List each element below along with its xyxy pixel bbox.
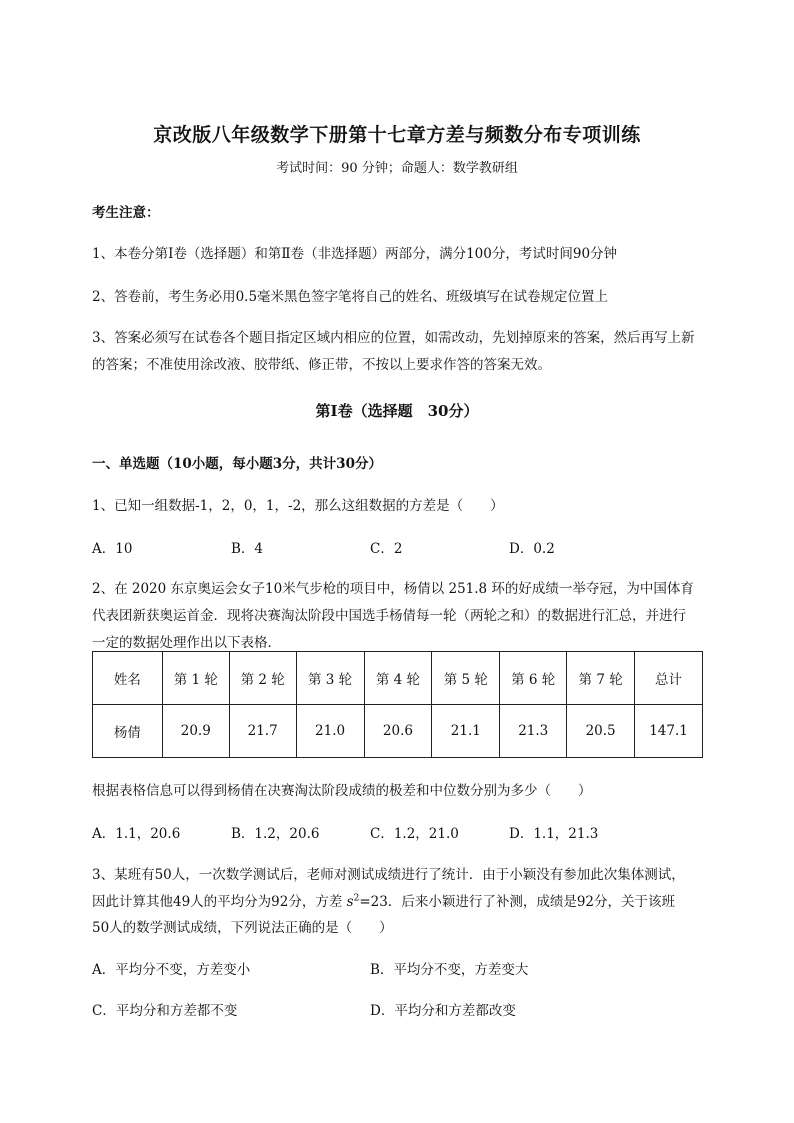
q2-option-b[interactable]: B．1.2，20.6 xyxy=(231,826,320,842)
q2-option-d[interactable]: D．1.1，21.3 xyxy=(509,826,599,842)
q1-option-a[interactable]: A．10 xyxy=(92,541,133,557)
q3-option-b[interactable]: B．平均分不变，方差变大 xyxy=(370,962,529,978)
table-header-cell: 总计 xyxy=(635,652,703,705)
score-table xyxy=(92,651,703,758)
page-title: 京改版八年级数学下册第十七章方差与频数分布专项训练 xyxy=(153,124,641,146)
table-header-row xyxy=(93,652,703,705)
q3-text-part: 因此计算其他49人的平均分为92分，方差 xyxy=(92,894,347,910)
question-3-text: 50人的数学测试成绩，下列说法正确的是（ ） xyxy=(92,920,393,936)
notice-item: 1、本卷分第Ⅰ卷（选择题）和第Ⅱ卷（非选择题）两部分，满分100分，考试时间90分钟 xyxy=(92,246,618,262)
part-heading: 一、单选题（10小题，每小题3分，共计30分） xyxy=(92,456,382,472)
q3-text-part: =23．后来小颖进行了补测，成绩是92分，关于该班 xyxy=(359,894,675,910)
question-2-text: 代表团新获奥运首金．现将决赛淘汰阶段中国选手杨倩每一轮（两轮之和）的数据进行汇总，并进行 xyxy=(92,608,686,624)
table-row xyxy=(93,705,703,758)
question-3-text xyxy=(92,890,675,910)
table-header-cell: 第 7 轮 xyxy=(567,652,635,705)
question-2-text: 2、在 2020 东京奥运会女子10米气步枪的项目中，杨倩以 251.8 环的好成绩一举夺冠，为中国体育 xyxy=(92,581,694,597)
table-cell: 147.1 xyxy=(635,705,703,758)
table-cell: 20.6 xyxy=(364,705,432,758)
table-cell: 21.1 xyxy=(432,705,500,758)
notice-item: 的答案；不准使用涂改液、胶带纸、修正带，不按以上要求作答的答案无效。 xyxy=(92,357,551,373)
table-header-cell: 第 2 轮 xyxy=(229,652,296,705)
variance-symbol: s xyxy=(346,894,354,910)
table-header-cell: 第 4 轮 xyxy=(364,652,432,705)
question-3-text: 3、某班有50人，一次数学测试后，老师对测试成绩进行了统计．由于小颖没有参加此次集体测试， xyxy=(92,867,685,883)
table-cell: 20.5 xyxy=(567,705,635,758)
table-header-cell: 第 6 轮 xyxy=(500,652,567,705)
notice-item: 2、答卷前，考生务必用0.5毫米黑色签字笔将自己的姓名、班级填写在试卷规定位置上 xyxy=(92,289,609,305)
q1-option-b[interactable]: B．4 xyxy=(231,541,264,557)
q3-option-c[interactable]: C．平均分和方差都不变 xyxy=(92,1003,238,1019)
q2-option-a[interactable]: A．1.1，20.6 xyxy=(92,826,181,842)
q1-option-d[interactable]: D．0.2 xyxy=(509,541,555,557)
question-2-prompt: 根据表格信息可以得到杨倩在决赛淘汰阶段成绩的极差和中位数分别为多少（ ） xyxy=(92,783,592,799)
notice-item: 3、答案必须写在试卷各个题目指定区域内相应的位置，如需改动，先划掉原来的答案，然后再写上新 xyxy=(92,330,695,346)
table-header-cell: 姓名 xyxy=(93,652,163,705)
table-cell: 21.7 xyxy=(229,705,296,758)
table-cell: 20.9 xyxy=(162,705,229,758)
q3-option-a[interactable]: A．平均分不变，方差变小 xyxy=(92,962,251,978)
q3-option-d[interactable]: D．平均分和方差都改变 xyxy=(370,1003,516,1019)
table-header-cell: 第 1 轮 xyxy=(162,652,229,705)
section-title: 第Ⅰ卷（选择题 30分） xyxy=(315,402,479,420)
question-2-text: 一定的数据处理作出以下表格． xyxy=(92,635,281,651)
table-cell: 21.3 xyxy=(500,705,567,758)
table-cell: 21.0 xyxy=(296,705,364,758)
q2-option-c[interactable]: C．1.2，21.0 xyxy=(370,826,459,842)
question-1-text: 1、已知一组数据-1，2，0，1，-2，那么这组数据的方差是（ ） xyxy=(92,498,504,514)
table-header-cell: 第 3 轮 xyxy=(296,652,364,705)
q1-option-c[interactable]: C．2 xyxy=(370,541,403,557)
table-header-cell: 第 5 轮 xyxy=(432,652,500,705)
variance-exponent: 2 xyxy=(353,893,360,904)
table-cell: 杨倩 xyxy=(93,705,163,758)
exam-info: 考试时间：90 分钟；命题人：数学教研组 xyxy=(276,161,518,176)
notice-heading: 考生注意： xyxy=(92,205,160,221)
